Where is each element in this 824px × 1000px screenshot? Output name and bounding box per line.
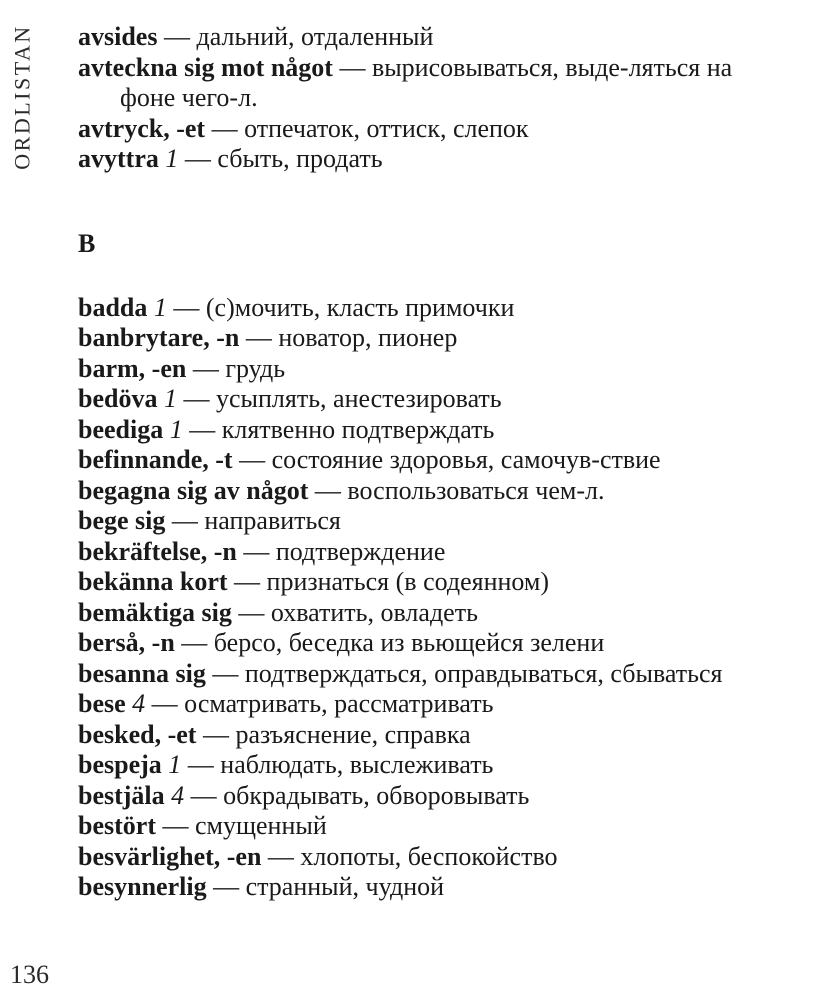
em-dash: — [239,323,279,352]
glossary-entry [78,781,778,812]
definition: хлопоты, беспокойство [300,841,558,871]
headword: bese [78,689,126,718]
headword: besynnerlig [78,872,207,901]
em-dash: — [196,719,236,749]
glossary-entry [78,114,778,145]
headword: bemäktiga sig [78,597,232,627]
glossary-entry [78,872,778,903]
headword: bekräftelse, -n [78,536,237,566]
glossary-entry [78,567,778,598]
em-dash: — [231,597,271,627]
section-spacer [78,175,778,229]
definition: странный, чудной [245,872,445,901]
em-dash: — [308,475,348,505]
definition: новатор, пионер [278,323,458,352]
running-header-vertical [6,24,40,170]
letter-heading: B [78,228,96,258]
headword: avteckna sig mot något [78,52,333,82]
definition: разъяснение, справка [235,719,471,749]
glossary-entry [78,476,778,507]
em-dash: — [227,567,267,596]
definition: состояние здоровья, самочув-ствие [271,445,661,474]
headword: berså, -n [78,628,175,657]
headword: bedöva [78,384,158,413]
page-number: 136 [10,960,49,989]
glossary-entry [78,354,778,385]
headword: barm, -en [78,353,187,383]
headword: bekänna kort [78,567,228,596]
headword: bestjäla [78,780,165,810]
em-dash: — [205,658,245,688]
em-dash: — [182,414,222,444]
grammar-marker: 1 [147,292,167,322]
headword: avtryck, -et [78,113,206,143]
glossary-entry [78,293,778,324]
headword: besvärlighet, -en [78,841,262,871]
em-dash: — [166,292,206,322]
definition: клятвенно подтверждать [221,414,495,444]
definition: подтверждаться, оправдываться, сбываться [244,658,723,688]
em-dash: — [176,384,216,413]
section-label: ORDLISTAN [10,24,35,170]
em-dash: — [174,628,214,657]
headword: banbrytare, -n [78,323,240,352]
em-dash: — [332,52,372,82]
em-dash: — [236,536,276,566]
definition: усыплять, анестезировать [215,384,502,413]
headword: avsides [78,22,158,51]
grammar-marker: 1 [157,384,177,413]
em-dash: — [206,872,246,901]
glossary-entry [78,53,778,114]
glossary-entry [78,506,778,537]
em-dash: — [184,780,224,810]
heading-spacer [78,259,778,293]
em-dash: — [261,841,301,871]
definition: смущенный [194,811,327,840]
definition: (с)мочить, класть примочки [205,292,515,322]
definition: воспользоваться чем-л. [347,475,605,505]
grammar-marker: 4 [164,780,185,810]
headword: bespeja [78,750,162,779]
glossary-entry [78,842,778,873]
glossary-entry [78,720,778,751]
em-dash: — [155,811,195,840]
grammar-marker: 1 [161,750,182,779]
definition: охватить, овладеть [270,597,478,627]
headword: besanna sig [78,658,206,688]
glossary-entry [78,445,778,476]
em-dash: — [205,113,245,143]
glossary-entry [78,811,778,842]
definition: обкрадывать, обворовывать [223,780,530,810]
grammar-marker: 1 [163,414,183,444]
headword: befinnande, -t [78,445,233,474]
glossary-entry [78,22,778,53]
glossary-content [78,22,778,903]
headword: avyttra [78,144,159,173]
headword: badda [78,292,148,322]
definition: сбыть, продать [217,144,383,173]
definition: признаться (в содеянном) [266,567,550,596]
em-dash: — [157,22,197,51]
section-a [78,22,778,175]
definition: грудь [225,353,286,383]
headword: besked, -et [78,719,197,749]
em-dash: — [232,445,272,474]
glossary-entry [78,415,778,446]
definition: дальний, отдаленный [196,22,434,51]
em-dash: — [145,689,185,718]
grammar-marker: 4 [125,689,146,718]
glossary-entry [78,384,778,415]
definition: отпечаток, оттиск, слепок [244,113,529,143]
headword: beediga [78,414,164,444]
section-b [78,293,778,903]
definition: берсо, беседка из вьющейся зелени [213,628,605,657]
glossary-entry [78,628,778,659]
em-dash: — [165,506,205,535]
headword: bege sig [78,506,166,535]
definition: наблюдать, выслеживать [220,750,494,779]
em-dash: — [178,144,218,173]
em-dash: — [181,750,221,779]
glossary-entry [78,659,778,690]
glossary-entry [78,144,778,175]
definition: подтверждение [275,536,446,566]
definition: осматривать, рассматривать [184,689,494,718]
em-dash: — [186,353,226,383]
definition: направиться [204,506,341,535]
glossary-entry [78,323,778,354]
definition: вырисовываться, выде-ляться на фоне чего-л. [120,52,733,112]
grammar-marker: 1 [158,144,179,173]
glossary-entry [78,750,778,781]
headword: bestört [78,811,156,840]
glossary-entry [78,537,778,568]
headword: begagna sig av något [78,475,309,505]
glossary-entry [78,689,778,720]
glossary-entry [78,598,778,629]
